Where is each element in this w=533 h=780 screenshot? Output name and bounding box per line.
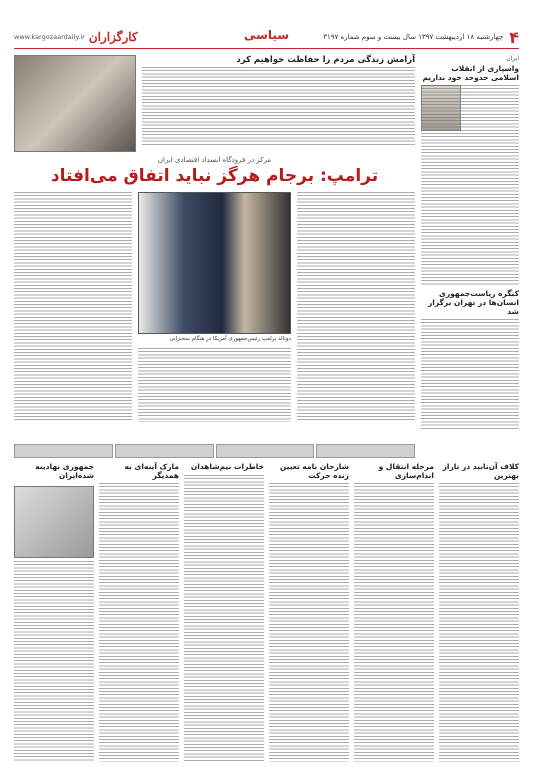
- lower-column: [269, 462, 349, 762]
- lower-column: [439, 462, 519, 762]
- lower-headline: خاطرات نیم‌شاهدان: [190, 462, 264, 471]
- main-story: [14, 55, 415, 442]
- main-kicker: مرکز در فرودگاه انسداد اقتصادی ایران: [157, 156, 272, 164]
- page-number: ۴: [509, 27, 519, 47]
- header-rule: [14, 48, 519, 49]
- lower-headline: کلاف آن‌نابید در تاراز بهترین: [442, 462, 519, 480]
- lower-photo: [14, 486, 94, 558]
- main-headline: ترامپ: برجام هرگز نباید اتفاق می‌افتاد: [50, 166, 379, 186]
- right-article-text: [421, 85, 519, 285]
- ad-strip: [14, 444, 415, 458]
- lower-text: [99, 483, 179, 762]
- top-photo: [14, 55, 136, 152]
- page-header: [14, 28, 519, 46]
- newspaper-logo: کارگزاران: [88, 30, 138, 44]
- lower-headline: جمهوری نهادینه شده‌ایران: [35, 462, 94, 480]
- main-body: [14, 192, 415, 422]
- main-column-text-2: [14, 192, 132, 422]
- lower-headline: مارک آینه‌ای به همدیگر: [124, 462, 179, 480]
- lower-columns: [14, 462, 519, 762]
- right-bottom-text: [421, 319, 519, 429]
- lower-text: [14, 561, 94, 762]
- main-article-text: [138, 348, 291, 423]
- right-bottom-headline: کنگره ریاست‌جمهوری انسان‌ها در تهران برگزار شد: [427, 289, 519, 316]
- right-headline: واسپاری از انقلاب اسلامی حدوحد خود نداریم: [422, 64, 519, 82]
- lower-text: [439, 483, 519, 762]
- trump-photo: [138, 192, 291, 334]
- lower-column: [99, 462, 179, 762]
- dateline: چهارشنبه ۱۸ اردیبهشت ۱۳۹۷ سال بیست و سوم شماره ۳۱۹۷: [323, 33, 504, 41]
- top-headline: آرامش زندگی مردم را حفاظت خواهیم کرد: [236, 55, 415, 65]
- lower-text: [354, 483, 434, 762]
- ad-box: [14, 444, 113, 458]
- lower-column: [184, 462, 264, 762]
- lower-headline: شارحان نامه تعیین زنده حرکت: [279, 462, 349, 480]
- main-column-text: [297, 192, 415, 422]
- main-top: [14, 55, 415, 150]
- lower-column: [354, 462, 434, 762]
- right-column: [421, 55, 519, 442]
- lower-text: [269, 483, 349, 762]
- ad-box: [216, 444, 315, 458]
- lower-text: [184, 475, 264, 762]
- right-kicker: ایران: [506, 55, 519, 62]
- lower-headline: مرحله انتقال و اندام‌سازی: [378, 462, 434, 480]
- top-article-text: [142, 67, 415, 147]
- masthead: [14, 30, 138, 44]
- website: www.kargozaardaily.ir: [14, 33, 85, 41]
- photo-caption: دونالد ترامپ رئیس‌جمهوری آمریکا در هنگام سخنرانی: [169, 336, 291, 343]
- ad-box: [316, 444, 415, 458]
- section-title: سیاسی: [243, 28, 290, 42]
- lower-column: [14, 462, 94, 762]
- ad-box: [115, 444, 214, 458]
